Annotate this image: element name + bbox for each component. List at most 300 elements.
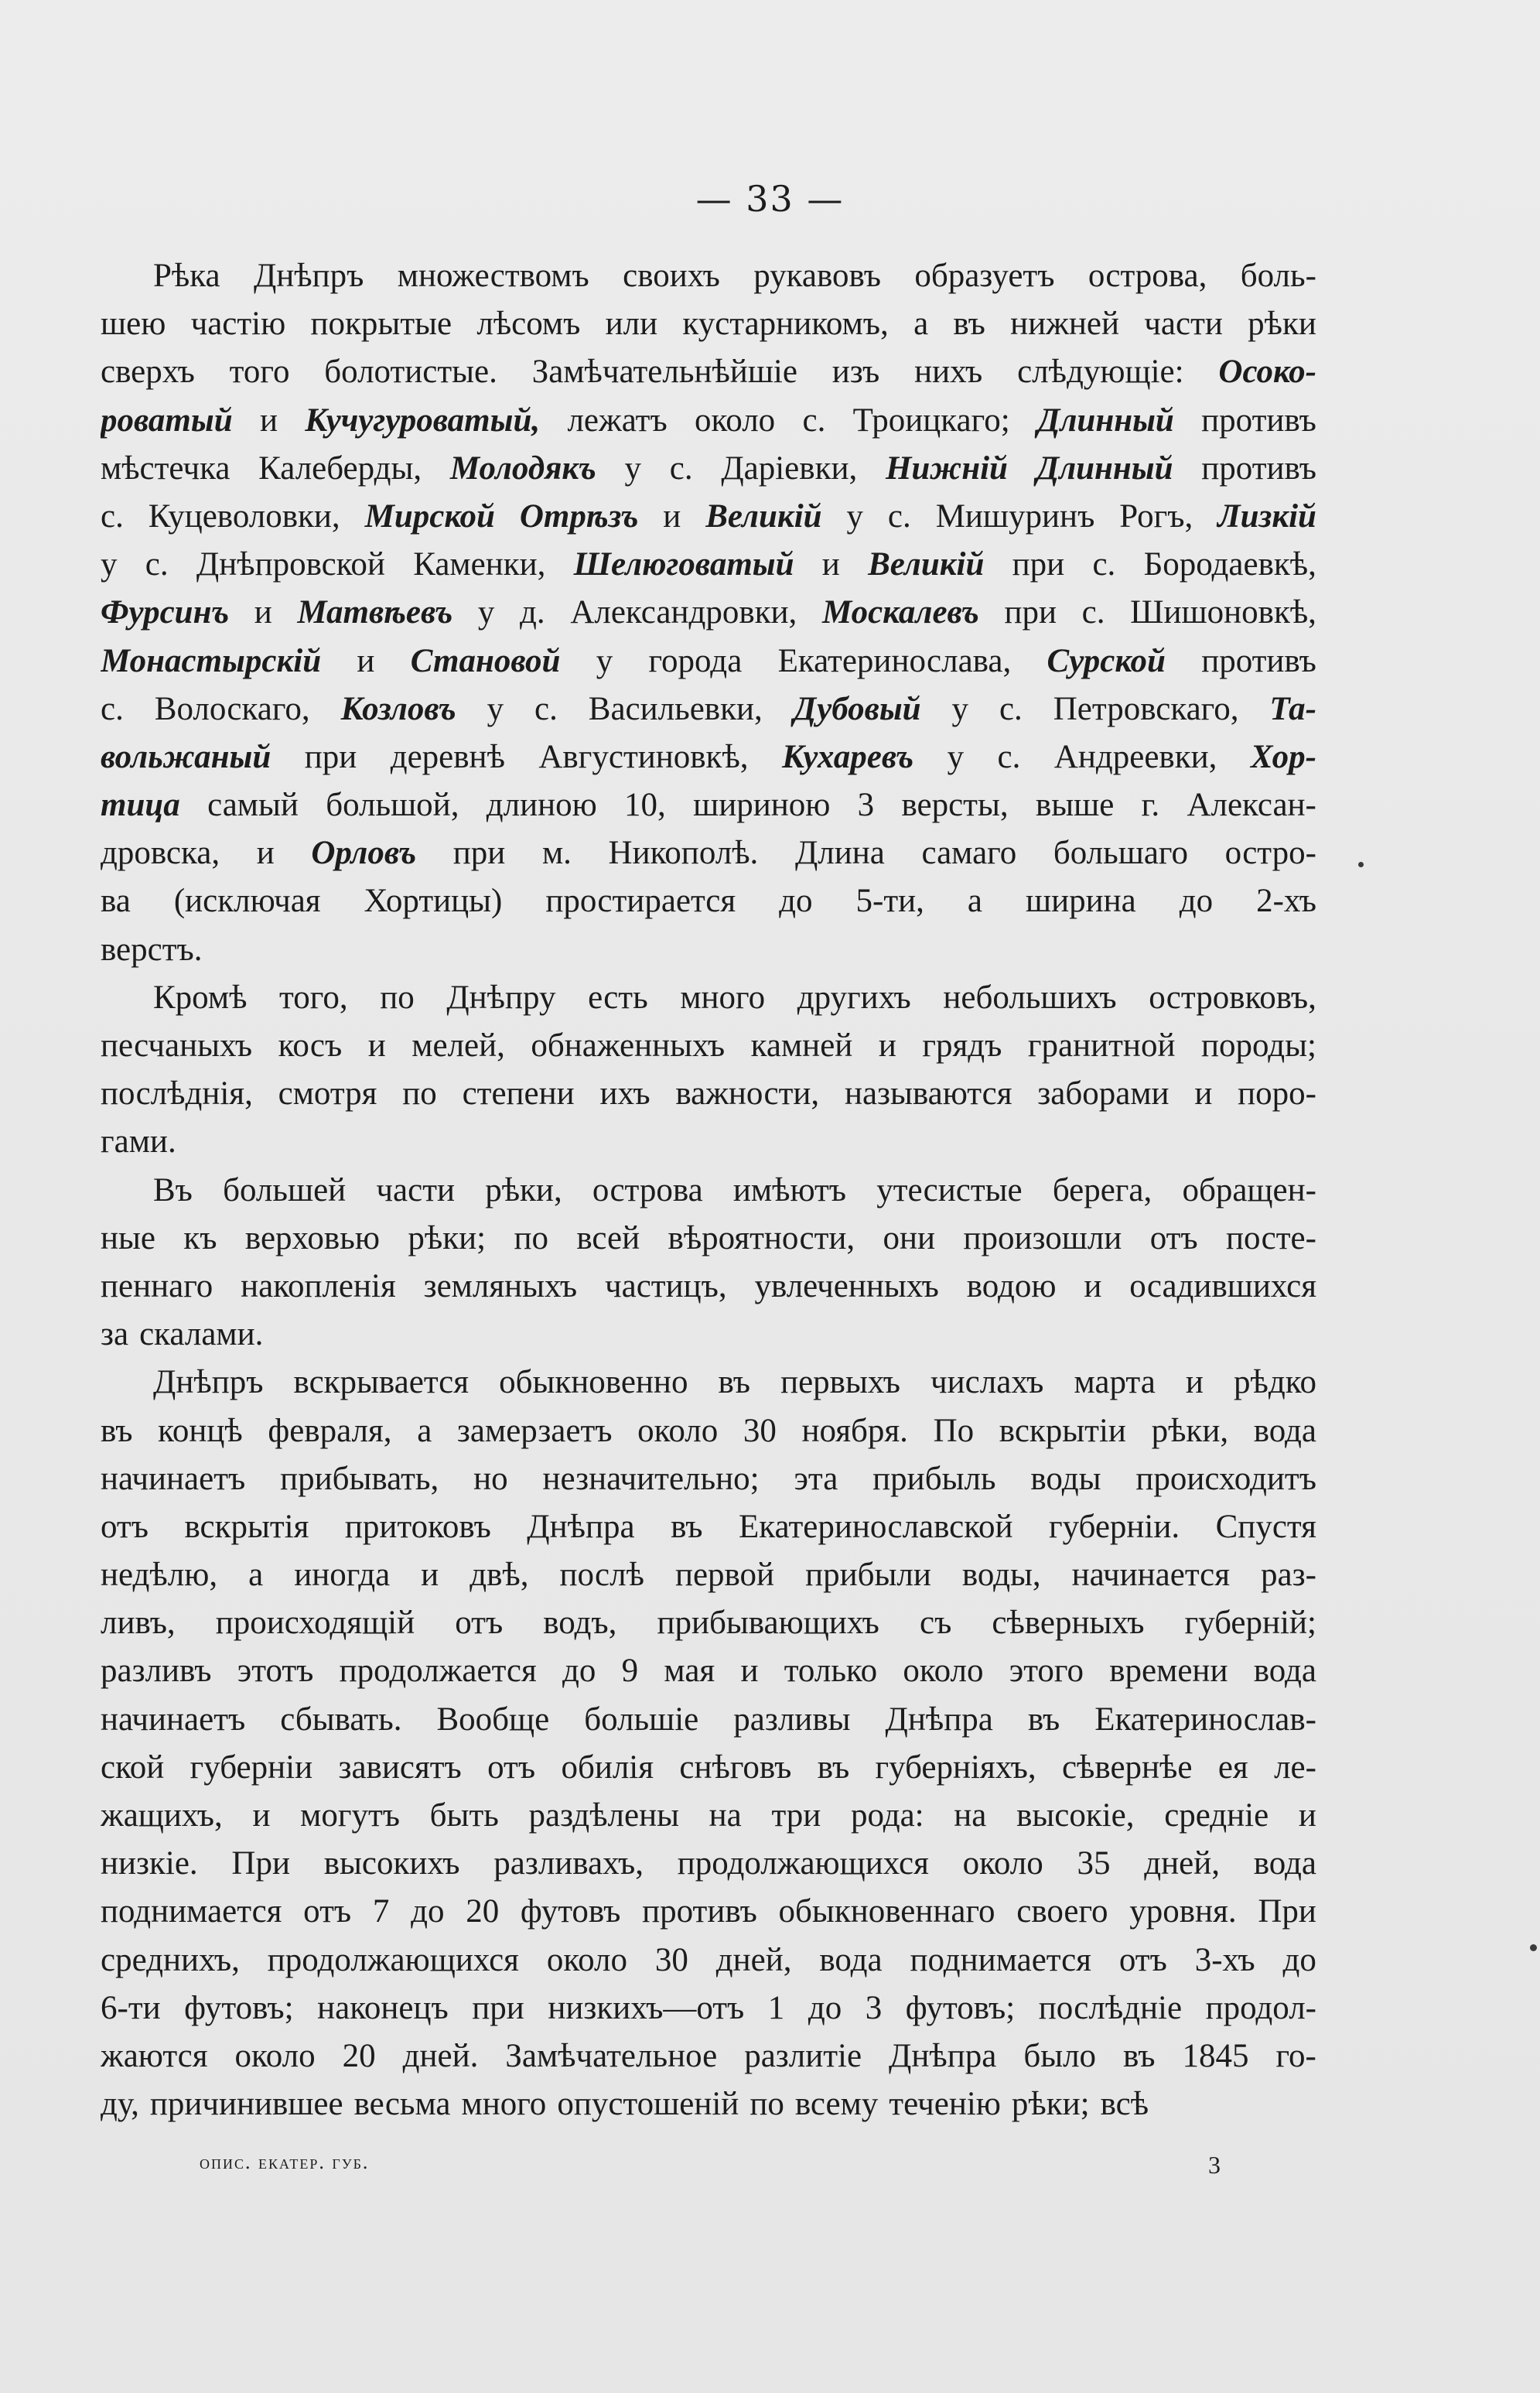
word: дровска, bbox=[101, 835, 220, 872]
word: вѣроятности, bbox=[668, 1219, 855, 1256]
emphasized-word: Хор- bbox=[1250, 738, 1316, 775]
word: и bbox=[421, 1557, 439, 1594]
word: при bbox=[472, 1989, 524, 2026]
emphasized-word: Становой bbox=[410, 642, 561, 679]
emphasized-word: Орловъ bbox=[311, 835, 417, 872]
word: с. bbox=[999, 690, 1023, 727]
text-line bbox=[101, 1215, 1316, 1263]
word: снѣговъ bbox=[679, 1749, 792, 1786]
word: 5-ти, bbox=[855, 883, 924, 920]
text-line bbox=[101, 877, 1316, 925]
word: берега, bbox=[1052, 1171, 1152, 1208]
page-number: — 33 — bbox=[695, 178, 845, 220]
word: на bbox=[709, 1797, 742, 1834]
word: отъ bbox=[1149, 1219, 1198, 1256]
word: лежатъ bbox=[567, 402, 668, 439]
word: рода: bbox=[850, 1797, 924, 1834]
word: Днѣпру bbox=[446, 979, 556, 1016]
word: Днѣпровской bbox=[196, 546, 385, 583]
word: с. bbox=[1092, 546, 1116, 583]
text-line bbox=[101, 589, 1316, 637]
word: По bbox=[933, 1412, 975, 1449]
word: вскрывается bbox=[293, 1364, 470, 1401]
word: есть bbox=[588, 979, 648, 1016]
word: скалами. bbox=[139, 1316, 264, 1353]
ink-speck bbox=[1530, 1944, 1537, 1951]
word: происходящій bbox=[215, 1605, 415, 1642]
word: эта bbox=[794, 1460, 838, 1497]
emphasized-word: Мирской bbox=[364, 497, 495, 535]
word: островковъ, bbox=[1149, 979, 1316, 1016]
word: быть bbox=[429, 1797, 499, 1834]
word: концѣ bbox=[158, 1412, 243, 1449]
word: дней, bbox=[715, 1941, 792, 1978]
word: раз- bbox=[1261, 1557, 1316, 1594]
word: недѣлю, bbox=[101, 1557, 218, 1594]
word: обыкновеннаго bbox=[778, 1893, 995, 1930]
word: болотистые. bbox=[324, 354, 497, 391]
word: ные bbox=[101, 1219, 155, 1256]
word: своего bbox=[1016, 1893, 1108, 1930]
word: обыкновенно bbox=[499, 1364, 688, 1401]
text-line bbox=[101, 1551, 1316, 1599]
word: Волоскаго, bbox=[154, 690, 310, 727]
word: Спустя bbox=[1215, 1508, 1316, 1545]
word: вскрытія bbox=[184, 1508, 309, 1545]
word: отъ bbox=[1118, 1941, 1167, 1978]
word: противъ bbox=[1201, 450, 1316, 487]
word: въ bbox=[817, 1749, 850, 1786]
word: 1845 bbox=[1182, 2037, 1249, 2074]
word: раздѣлены bbox=[528, 1797, 679, 1834]
word: Августиновкѣ, bbox=[538, 738, 749, 775]
word: дней. bbox=[402, 2037, 479, 2074]
word: Днѣпра bbox=[527, 1508, 635, 1545]
emphasized-word: Та- bbox=[1269, 690, 1316, 727]
word: на bbox=[954, 1797, 987, 1834]
word: ея bbox=[1217, 1749, 1248, 1786]
word: Днѣпръ bbox=[253, 258, 364, 294]
word: с. bbox=[997, 738, 1021, 775]
text-line bbox=[101, 1359, 1316, 1407]
emphasized-word: Козловъ bbox=[340, 690, 456, 727]
word: Кромѣ bbox=[153, 979, 248, 1016]
word: При bbox=[231, 1845, 290, 1882]
word: Бородаевкѣ, bbox=[1143, 546, 1316, 583]
word: покрытые bbox=[310, 306, 452, 343]
word: уровня. bbox=[1129, 1893, 1237, 1930]
word: слѣдующіе: bbox=[1017, 354, 1184, 391]
word: разливахъ, bbox=[493, 1845, 644, 1882]
word: осадившихся bbox=[1129, 1267, 1316, 1304]
word: верстъ. bbox=[101, 931, 203, 968]
text-line bbox=[101, 1118, 1316, 1166]
text-line bbox=[101, 781, 1316, 829]
word: грядъ bbox=[922, 1027, 1002, 1064]
word: версты, bbox=[901, 787, 1009, 824]
word: противъ bbox=[1201, 642, 1316, 679]
word: жащихъ, bbox=[101, 1797, 223, 1834]
word: около bbox=[903, 1653, 984, 1690]
text-line bbox=[101, 1070, 1316, 1118]
word: Алексан- bbox=[1187, 787, 1316, 824]
word: среднихъ, bbox=[101, 1941, 240, 1978]
word: утесистые bbox=[876, 1171, 1023, 1208]
word: поднимается bbox=[101, 1893, 282, 1930]
word: степени bbox=[462, 1075, 575, 1113]
word: с. bbox=[145, 546, 169, 583]
word: земляныхъ bbox=[423, 1267, 578, 1304]
word: 7 bbox=[372, 1893, 390, 1930]
word: большіе bbox=[584, 1701, 699, 1738]
word: Александровки, bbox=[570, 594, 797, 631]
word: Куцеволовки, bbox=[148, 497, 340, 535]
word: времени bbox=[1109, 1653, 1228, 1690]
word: 9 bbox=[621, 1653, 639, 1690]
word: по bbox=[380, 979, 415, 1016]
emphasized-word: Лизкій bbox=[1217, 497, 1316, 535]
text-line bbox=[101, 1599, 1316, 1647]
word: того bbox=[229, 354, 290, 391]
text-line bbox=[101, 493, 1316, 541]
word: самаго bbox=[921, 835, 1017, 872]
word: при bbox=[452, 835, 506, 872]
word: разливъ bbox=[101, 1653, 212, 1690]
word: Вообще bbox=[436, 1701, 550, 1738]
word: и bbox=[740, 1653, 759, 1690]
word: отъ bbox=[303, 1893, 352, 1930]
word: Хортицы) bbox=[364, 883, 503, 920]
text-line bbox=[101, 974, 1316, 1022]
word: но bbox=[473, 1460, 508, 1497]
word: прибыль bbox=[872, 1460, 996, 1497]
word: иногда bbox=[294, 1557, 391, 1594]
word: вскрытіи bbox=[999, 1412, 1126, 1449]
word: прибывающихъ bbox=[657, 1605, 879, 1642]
emphasized-word: тица bbox=[101, 787, 180, 824]
word: около bbox=[962, 1845, 1043, 1882]
word: нижней bbox=[1010, 306, 1119, 343]
word: въ bbox=[101, 1412, 133, 1449]
word: рѣки, bbox=[485, 1171, 562, 1208]
word: мелей, bbox=[411, 1027, 505, 1064]
emphasized-word: Фурсинъ bbox=[101, 594, 230, 631]
word: смотря bbox=[278, 1075, 377, 1113]
word: около bbox=[637, 1412, 719, 1449]
word: ле- bbox=[1274, 1749, 1316, 1786]
word: косъ bbox=[278, 1027, 343, 1064]
word: самый bbox=[207, 787, 299, 824]
word: пеннаго bbox=[101, 1267, 213, 1304]
word: въ bbox=[1027, 1701, 1060, 1738]
word: начинаетъ bbox=[101, 1701, 246, 1738]
word: камней bbox=[750, 1027, 853, 1064]
word: заборами bbox=[1037, 1075, 1170, 1113]
word: водою bbox=[966, 1267, 1057, 1304]
text-line bbox=[101, 1696, 1316, 1744]
word: нихъ bbox=[914, 354, 983, 391]
word: произошли bbox=[963, 1219, 1122, 1256]
word: въ bbox=[1123, 2037, 1156, 2074]
word: ливъ, bbox=[101, 1605, 176, 1642]
word: 2-хъ bbox=[1256, 883, 1316, 920]
text-line bbox=[101, 685, 1316, 733]
word: вода bbox=[1253, 1845, 1316, 1882]
word: этого bbox=[1009, 1653, 1084, 1690]
word: того, bbox=[279, 979, 348, 1016]
word: м. bbox=[541, 835, 572, 872]
word: послѣ bbox=[559, 1557, 644, 1594]
word: до bbox=[779, 883, 813, 920]
word: отъ bbox=[455, 1605, 504, 1642]
word: поднимается bbox=[910, 1941, 1091, 1978]
word: Шишоновкѣ, bbox=[1130, 594, 1316, 631]
word: а bbox=[913, 306, 929, 343]
word: города bbox=[648, 642, 743, 679]
word: ноября. bbox=[801, 1412, 908, 1449]
word: другихъ bbox=[797, 979, 911, 1016]
emphasized-word: Москалевъ bbox=[821, 594, 979, 631]
word: а bbox=[417, 1412, 432, 1449]
word: сбывать. bbox=[280, 1701, 402, 1738]
word: небольшихъ bbox=[943, 979, 1117, 1016]
word: 35 bbox=[1077, 1845, 1111, 1882]
emphasized-word: Молодякъ bbox=[449, 450, 596, 487]
word: (исключая bbox=[173, 883, 321, 920]
word: Замѣчательнѣйшіе bbox=[531, 354, 797, 391]
text-line bbox=[101, 1407, 1316, 1455]
word: с. bbox=[534, 690, 558, 727]
word: называются bbox=[844, 1075, 1012, 1113]
word: острова, bbox=[1088, 258, 1207, 294]
word: около bbox=[546, 1941, 627, 1978]
word: послѣднія, bbox=[101, 1075, 253, 1113]
word: рѣки bbox=[1248, 306, 1316, 343]
word: и bbox=[878, 1027, 896, 1064]
word: частицъ, bbox=[605, 1267, 727, 1304]
word: воды bbox=[1030, 1460, 1101, 1497]
word: у bbox=[596, 642, 613, 679]
word: деревнѣ bbox=[390, 738, 505, 775]
word: и bbox=[821, 546, 840, 583]
word: при bbox=[304, 738, 357, 775]
text-line bbox=[101, 1744, 1316, 1792]
word: высокіе, bbox=[1016, 1797, 1135, 1834]
signature-mark: опис. екатер. губ. bbox=[200, 2151, 370, 2173]
word: Замѣчательное bbox=[505, 2037, 718, 2074]
word: или bbox=[605, 306, 658, 343]
word: с. bbox=[1081, 594, 1105, 631]
word: у bbox=[487, 690, 504, 727]
word: накопленія bbox=[241, 1267, 396, 1304]
word: ва bbox=[101, 883, 131, 920]
word: сверхъ bbox=[101, 354, 195, 391]
word: низкихъ—отъ bbox=[548, 1989, 745, 2026]
word: продол- bbox=[1205, 1989, 1316, 2026]
word: важности, bbox=[675, 1075, 820, 1113]
word: въ bbox=[671, 1508, 703, 1545]
word: с. bbox=[669, 450, 693, 487]
word: частію bbox=[190, 306, 286, 343]
word: незначительно; bbox=[542, 1460, 760, 1497]
word: 30 bbox=[743, 1412, 777, 1449]
word: Андреевки, bbox=[1053, 738, 1217, 775]
word: большой, bbox=[326, 787, 459, 824]
word: за bbox=[101, 1316, 129, 1353]
word: весьма bbox=[353, 2086, 451, 2123]
emphasized-word: вольжаный bbox=[101, 738, 271, 775]
word: первой bbox=[674, 1557, 775, 1594]
word: у bbox=[624, 450, 642, 487]
word: много bbox=[461, 2086, 547, 2123]
word: зависятъ bbox=[338, 1749, 462, 1786]
text-line bbox=[101, 2032, 1316, 2080]
word: высокихъ bbox=[323, 1845, 460, 1882]
word: футовъ bbox=[520, 1893, 621, 1930]
word: губерній; bbox=[1184, 1605, 1316, 1642]
word: Екатеринослав- bbox=[1094, 1701, 1316, 1738]
word: футовъ; bbox=[905, 1989, 1016, 2026]
word: водъ, bbox=[543, 1605, 617, 1642]
word: и bbox=[252, 1797, 271, 1834]
word: Даріевки, bbox=[721, 450, 858, 487]
word: прибывать, bbox=[280, 1460, 439, 1497]
word: было bbox=[1023, 2037, 1097, 2074]
word: три bbox=[771, 1797, 821, 1834]
word: у bbox=[846, 497, 863, 535]
word: рѣдко bbox=[1234, 1364, 1316, 1401]
word: посте- bbox=[1226, 1219, 1316, 1256]
word: При bbox=[1258, 1893, 1316, 1930]
word: отъ bbox=[101, 1508, 149, 1545]
word: прибыли bbox=[805, 1557, 931, 1594]
text-line bbox=[101, 1647, 1316, 1695]
word: изъ bbox=[831, 354, 880, 391]
text-line bbox=[101, 1022, 1316, 1070]
word: Каменки, bbox=[413, 546, 546, 583]
word: Троицкаго; bbox=[852, 402, 1010, 439]
word: остро- bbox=[1224, 835, 1316, 872]
word: у bbox=[951, 690, 969, 727]
word: и bbox=[259, 402, 278, 439]
word: Днѣпра bbox=[885, 1701, 993, 1738]
word: обилія bbox=[561, 1749, 654, 1786]
word: при bbox=[1004, 594, 1057, 631]
word: большаго bbox=[1053, 835, 1189, 872]
word: всѣ bbox=[1100, 2086, 1149, 2123]
word: и bbox=[1084, 1267, 1102, 1304]
word: и bbox=[357, 642, 375, 679]
word: до bbox=[411, 1893, 445, 1930]
word: обращен- bbox=[1182, 1171, 1316, 1208]
word: обнаженныхъ bbox=[531, 1027, 726, 1064]
word: верховью bbox=[244, 1219, 380, 1256]
word: только bbox=[784, 1653, 878, 1690]
word: с. bbox=[887, 497, 911, 535]
word: разлитіе bbox=[744, 2037, 862, 2074]
word: всей bbox=[576, 1219, 640, 1256]
word: дней, bbox=[1144, 1845, 1220, 1882]
word: къ bbox=[183, 1219, 217, 1256]
text-line bbox=[101, 638, 1316, 685]
text-line bbox=[101, 1840, 1316, 1888]
word: рѣки; bbox=[408, 1219, 487, 1256]
text-line bbox=[101, 1503, 1316, 1551]
text-line bbox=[101, 541, 1316, 589]
text-line bbox=[101, 397, 1316, 445]
word: начинаетъ bbox=[101, 1460, 246, 1497]
word: Въ bbox=[153, 1171, 193, 1208]
text-line bbox=[101, 733, 1316, 781]
word: Екатеринославской bbox=[739, 1508, 1013, 1545]
word: притоковъ bbox=[344, 1508, 491, 1545]
emphasized-word: Осоко- bbox=[1218, 354, 1316, 391]
word: вода bbox=[819, 1941, 883, 1978]
word: с. bbox=[101, 690, 124, 727]
word: 3 bbox=[857, 787, 875, 824]
word: опустошеній bbox=[557, 2086, 739, 2123]
emphasized-word: Дубовый bbox=[793, 690, 921, 727]
word: вода bbox=[1253, 1412, 1316, 1449]
word: 30 bbox=[654, 1941, 688, 1978]
word: 10, bbox=[624, 787, 666, 824]
word: сѣверныхъ bbox=[992, 1605, 1145, 1642]
word: губерніи. bbox=[1048, 1508, 1180, 1545]
word: около bbox=[234, 2037, 316, 2074]
word: Рогъ, bbox=[1119, 497, 1193, 535]
word: д. bbox=[520, 594, 545, 631]
word: сѣвернѣе bbox=[1061, 1749, 1193, 1786]
text-line bbox=[101, 2080, 1316, 2128]
word: Васильевки, bbox=[588, 690, 763, 727]
word: разливы bbox=[733, 1701, 851, 1738]
text-line bbox=[101, 252, 1316, 300]
word: противъ bbox=[1201, 402, 1316, 439]
word: Петровскаго, bbox=[1053, 690, 1239, 727]
word: Мишуринъ bbox=[935, 497, 1095, 535]
emphasized-word: Монастырскій bbox=[101, 642, 322, 679]
word: до bbox=[1282, 1941, 1316, 1978]
ink-speck bbox=[1358, 862, 1364, 867]
word: 3-хъ bbox=[1194, 1941, 1255, 1978]
word: Рѣка bbox=[153, 258, 220, 294]
text-line bbox=[101, 1792, 1316, 1840]
word: Днѣпра bbox=[889, 2037, 997, 2074]
word: начинается bbox=[1071, 1557, 1231, 1594]
emphasized-word: роватый bbox=[101, 402, 233, 439]
word: причинившее bbox=[149, 2086, 343, 2123]
word: въ bbox=[953, 306, 985, 343]
word: и bbox=[1185, 1364, 1204, 1401]
word: лѣсомъ bbox=[476, 306, 581, 343]
sheet-number: 3 bbox=[1208, 2151, 1221, 2179]
word: низкіе. bbox=[101, 1845, 198, 1882]
word: противъ bbox=[642, 1893, 757, 1930]
word: февраля, bbox=[268, 1412, 392, 1449]
text-line bbox=[101, 926, 1316, 974]
word: своихъ bbox=[623, 258, 720, 294]
word: рѣки; bbox=[1011, 2086, 1090, 2123]
word: большей bbox=[223, 1171, 347, 1208]
word: гами. bbox=[101, 1123, 176, 1161]
text-line bbox=[101, 1984, 1316, 2032]
word: и bbox=[254, 594, 272, 631]
word: и bbox=[367, 1027, 386, 1064]
word: Днѣпръ bbox=[153, 1364, 264, 1401]
emphasized-word: Кухаревъ bbox=[781, 738, 914, 775]
word: 3 bbox=[865, 1989, 883, 2026]
word: и bbox=[1298, 1797, 1316, 1834]
